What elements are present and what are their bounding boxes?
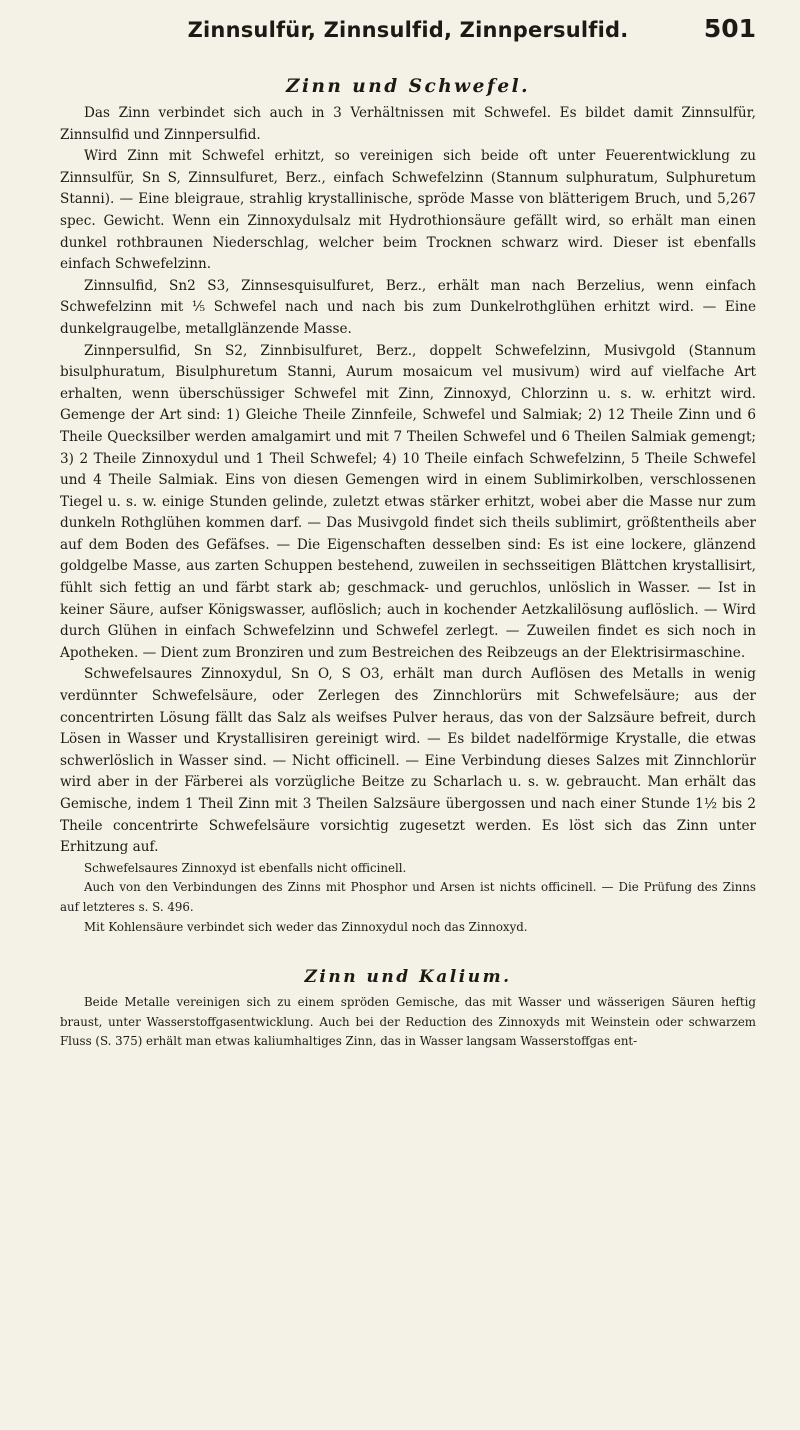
- page-number: 501: [703, 14, 756, 43]
- paragraph: Zinnpersulfid, Sn S2, Zinnbisulfuret, Berz., doppelt Schwefelzinn, Musivgold (Stannum bisulphuratum, Bisulphuretum Stanni, Aurum mosaicum vel musivum) wird auf vielfache Art erhalten, wenn überschüssiger Schwefel mit Zinn, Zinnoxyd, Chlorzinn u. s. w. erhitzt wird. Gemenge der Art sind: 1) Gleiche Theile Zinnfeile, Schwefel und Salmiak; 2) 12 Theile Zinn und 6 Theile Quecksilber werden amalgamirt und mit 7 Theilen Schwefel und 6 Theilen Salmiak gemengt; 3) 2 Theile Zinnoxydul und 1 Theil Schwefel; 4) 10 Theile einfach Schwefelzinn, 5 Theile Schwefel und 4 Theile Salmiak. Eins von diesen Gemengen wird in einem Sublimirkolben, verschlossenen Tiegel u. s. w. einige Stunden gelinde, zuletzt etwas stärker erhitzt, wobei aber die Masse nur zum dunkeln Rothglühen kommen darf. — Das Musivgold findet sich theils sublimirt, größtentheils aber auf dem Boden des Gefäfses. — Die Eigenschaften desselben sind: Es ist eine lockere, glänzend goldgelbe Masse, aus zarten Schuppen bestehend, zuweilen in sechsseitigen Blättchen krystallisirt, fühlt sich fettig an und färbt stark ab; geschmack- und geruchlos, unlöslich in Wasser. — Ist in keiner Säure, aufser Königswasser, auflöslich; auch in kochender Aetzkalilösung auflöslich. — Wird durch Glühen in einfach Schwefelzinn und Schwefel zerlegt. — Zuweilen findet es sich noch in Apotheken. — Dient zum Bronziren und zum Bestreichen des Reibzeugs an der Elektrisirmaschine.: [60, 342, 756, 661]
- paragraph: Schwefelsaures Zinnoxydul, Sn O, S O3, erhält man durch Auflösen des Metalls in wenig verdünnter Schwefelsäure, oder Zerlegen des Zinnchlorürs mit Schwefelsäure; aus der concentrirten Lösung fällt das Salz als weifses Pulver heraus, das von der Salzsäure befreit, durch Lösen in Wasser und Krystallisiren gereinigt wird. — Es bildet nadelförmige Krystalle, die etwas schwerlöslich in Wasser sind. — Nicht officinell. — Eine Verbindung dieses Salzes mit Zinnchlorür wird aber in der Färberei als vorzügliche Beitze zu Scharlach u. s. w. gebraucht. Man erhält das Gemische, indem 1 Theil Zinn mit 3 Theilen Salzsäure übergossen und nach einer Stunde 1½ bis 2 Theile concentrirte Schwefelsäure vorsichtig zugesetzt werden. Es löst sich das Zinn unter Erhitzung auf.: [60, 666, 756, 856]
- page-header: [60, 14, 756, 66]
- paragraph: Wird Zinn mit Schwefel erhitzt, so vereinigen sich beide oft unter Feuerentwicklung zu Zinnsulfür, Sn S, Zinnsulfuret, Berz., einfach Schwefelzinn (Stannum sulphuratum, Sulphuretum Stanni). — Eine bleigraue, strahlig krystallinische, spröde Masse von blätterigem Bruch, und 5,267 spec. Gewicht. Wenn ein Zinnoxydulsalz mit Hydrothionsäure gefällt wird, so erhält man einen dunkel rothbraunen Niederschlag, welcher beim Trocknen schwarz wird. Dieser ist ebenfalls einfach Schwefelzinn.: [60, 148, 756, 273]
- paragraph: Zinnsulfid, Sn2 S3, Zinnsesquisulfuret, Berz., erhält man nach Berzelius, wenn einfach Schwefelzinn mit ⅕ Schwefel nach und nach bis zum Dunkelrothglühen erhitzt wird. — Eine dunkelgraugelbe, metallglänzende Masse.: [60, 277, 756, 337]
- section-title-zinn-kalium: Zinn und Kalium.: [304, 967, 512, 988]
- paragraph: Das Zinn verbindet sich auch in 3 Verhältnissen mit Schwefel. Es bildet damit Zinnsulfür, Zinnsulfid und Zinnpersulfid.: [60, 105, 756, 143]
- section-body-zinn-kalium: [60, 993, 756, 1052]
- running-head: Zinnsulfür, Zinnsulfid, Zinnpersulfid.: [187, 18, 629, 42]
- note-paragraph: Auch von den Verbindungen des Zinns mit Phosphor und Arsen ist nichts officinell. — Die Prüfung des Zinns auf letzteres s. S. 496.: [60, 880, 756, 914]
- section-title-zinn-schwefel: Zinn und Schwefel.: [285, 76, 531, 97]
- small-print-notes: [60, 859, 756, 937]
- note-paragraph: Schwefelsaures Zinnoxyd ist ebenfalls nicht officinell.: [84, 860, 407, 875]
- section-body-zinn-schwefel: [60, 103, 756, 859]
- note-paragraph: Mit Kohlensäure verbindet sich weder das Zinnoxydul noch das Zinnoxyd.: [84, 919, 528, 934]
- paragraph: Beide Metalle vereinigen sich zu einem spröden Gemische, das mit Wasser und wässerigen Säuren heftig braust, unter Wasserstoffgasentwicklung. Auch bei der Reduction des Zinnoxyds mit Weinstein oder schwarzem Fluss (S. 375) erhält man etwas kaliumhaltiges Zinn, das in Wasser langsam Wasserstoffgas ent-: [60, 995, 756, 1049]
